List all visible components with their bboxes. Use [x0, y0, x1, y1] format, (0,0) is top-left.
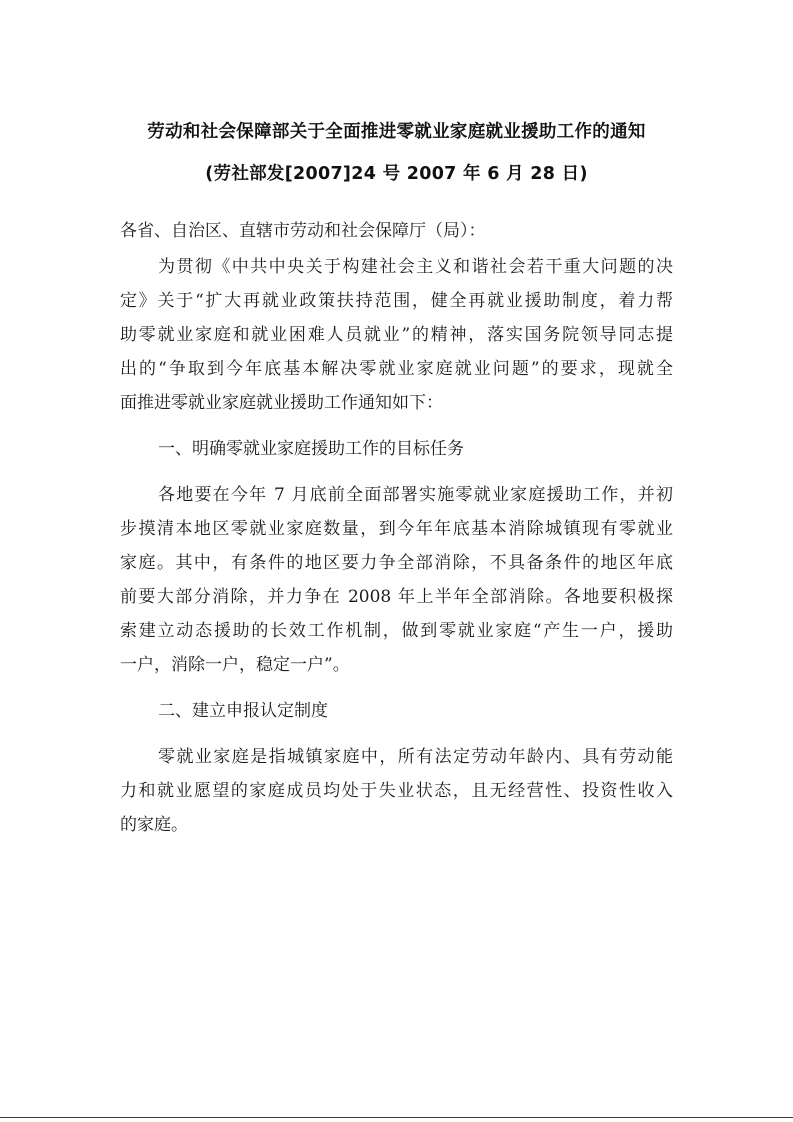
document-subtitle: (劳社部发[2007]24 号 2007 年 6 月 28 日): [205, 164, 588, 184]
paragraph-line: 各地要在今年 7 月底前全面部署实施零就业家庭援助工作，并初: [158, 485, 673, 505]
paragraph-line: 索建立动态援助的长效工作机制，做到零就业家庭“产生一户，援助: [120, 621, 673, 641]
document-title: 劳动和社会保障部关于全面推进零就业家庭就业援助工作的通知: [147, 122, 646, 142]
section-heading-1: 一、明确零就业家庭援助工作的目标任务: [158, 439, 464, 459]
paragraph-line: 出的“争取到今年底基本解决零就业家庭就业问题”的要求，现就全: [120, 359, 673, 379]
paragraph-line: 前要大部分消除，并力争在 2008 年上半年全部消除。各地要积极探: [120, 587, 673, 607]
paragraph-line: 一户，消除一户，稳定一户”。: [120, 655, 350, 675]
paragraph-line: 为贯彻《中共中央关于构建社会主义和谐社会若干重大问题的决: [158, 257, 673, 277]
paragraph-line: 零就业家庭是指城镇家庭中，所有法定劳动年龄内、具有劳动能: [158, 747, 673, 767]
page-bottom-border: [0, 1117, 793, 1118]
paragraph-line: 定》关于“扩大再就业政策扶持范围，健全再就业援助制度，着力帮: [120, 291, 673, 311]
paragraph-line: 的家庭。: [120, 815, 188, 835]
section-heading-2: 二、建立申报认定制度: [158, 701, 328, 721]
paragraph-line: 步摸清本地区零就业家庭数量，到今年年底基本消除城镇现有零就业: [120, 519, 673, 539]
salutation: 各省、自治区、直辖市劳动和社会保障厅（局）：: [120, 221, 486, 241]
paragraph-line: 面推进零就业家庭就业援助工作通知如下：: [120, 393, 443, 413]
paragraph-line: 家庭。其中，有条件的地区要力争全部消除，不具备条件的地区年底: [120, 553, 673, 573]
paragraph-line: 力和就业愿望的家庭成员均处于失业状态，且无经营性、投资性收入: [120, 781, 673, 801]
paragraph-line: 助零就业家庭和就业困难人员就业”的精神，落实国务院领导同志提: [120, 325, 673, 345]
